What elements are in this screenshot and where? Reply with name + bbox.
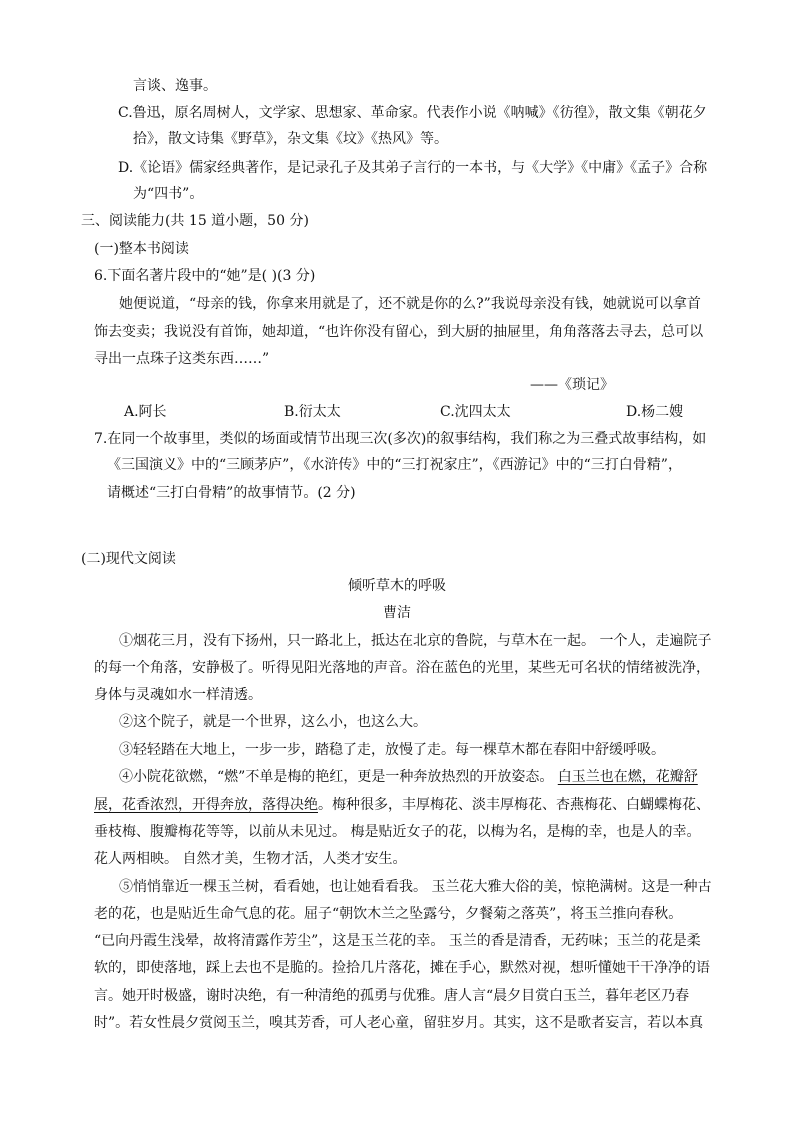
option-c-line-1: C.鲁迅，原名周树人，文学家、思想家、革命家。代表作小说《呐喊》《彷徨》，散文集《朝花夕 <box>118 105 707 121</box>
section-heading: 三、阅读能力(共 15 道小题，50 分) <box>81 213 309 229</box>
paragraph-5-line-5: 言。她开时极盛，谢时决绝，有一种清绝的孤勇与优雅。唐人言“晨夕目赏白玉兰，暮年老区乃春 <box>94 988 690 1004</box>
q6-passage-line-2: 饰去变卖；我说没有首饰，她却道，“也许你没有留心，到大厨的抽屉里，角角落落去寻去，总可以 <box>94 324 704 340</box>
option-b-tail: 言谈、逸事。 <box>133 78 217 94</box>
question-7-line-3: 请概述“三打白骨精”的故事情节。(2 分) <box>107 485 356 501</box>
part1-heading: (一)整本书阅读 <box>94 241 189 257</box>
q6-passage-line-1: 她便说道，“母亲的钱，你拿来用就是了，还不就是你的么?”我说母亲没有钱，她就说可以拿首 <box>119 296 701 312</box>
paragraph-4-plain-text-2: 。梅种很多，丰厚梅花、淡丰厚梅花、杏燕梅花、白蝴蝶梅花、 <box>318 797 710 813</box>
paragraph-4-plain-text: ④小院花欲燃，“燃”不单是梅的艳红，更是一种奔放热烈的开放姿态。 <box>119 769 558 785</box>
question-6-stem: 6.下面名著片段中的“她”是( )(3 分) <box>94 268 316 284</box>
paragraph-5-line-6: 时”。若女性晨夕赏阅玉兰，嗅其芳香，可人老心童，留驻岁月。其实，这不是歌者妄言，若以本真 <box>94 1015 704 1031</box>
paragraph-1-line-1: ①烟花三月，没有下扬州，只一路北上，抵达在北京的鲁院，与草木在一起。 一个人，走遍院子 <box>119 633 712 649</box>
paragraph-1-line-3: 身体与灵魂如水一样清透。 <box>94 687 262 703</box>
paragraph-5-line-2: 老的花，也是贴近生命气息的花。屈子“朝饮木兰之坠露兮，夕餐菊之落英”，将玉兰推向春秋。 <box>94 906 683 922</box>
paragraph-4-line-2 <box>94 796 710 814</box>
article-author: 曹洁 <box>383 605 411 621</box>
option-c-line-2: 拾》，散文诗集《野草》，杂文集《坟》《热风》等。 <box>133 131 448 147</box>
q6-passage-line-3: 寻出一点珠子这类东西……” <box>94 351 270 367</box>
paragraph-5-line-3: “已向丹霞生浅晕，故将清露作芳尘”，这是玉兰花的幸。 玉兰的香是清香，无药味；玉兰的花是柔 <box>94 933 701 949</box>
underlined-sentence-part-1: 白玉兰也在燃，花瓣舒 <box>557 769 698 785</box>
paragraph-4-line-1 <box>119 768 698 786</box>
q6-option-b: B.衍太太 <box>284 404 341 420</box>
paragraph-5-line-1: ⑤悄悄靠近一棵玉兰树，看看她，也让她看看我。 玉兰花大雅大俗的美，惊艳满树。这是一种古 <box>119 879 712 895</box>
paragraph-2: ②这个院子，就是一个世界，这么小，也这么大。 <box>119 714 427 730</box>
paragraph-5-line-4: 软的，即使落地，踩上去也不是脆的。捡拾几片落花，摊在手心，默然对视，想听懂她干干净净的语 <box>94 960 710 976</box>
part2-heading: (二)现代文阅读 <box>81 551 176 567</box>
option-d-line-2: 为“四书”。 <box>133 186 204 202</box>
paragraph-4-line-3: 垂枝梅、腹瓣梅花等等，以前从未见过。 梅是贴近女子的花，以梅为名，是梅的幸，也是人的幸。 <box>94 824 701 840</box>
option-d-line-1: D.《论语》儒家经典著作，是记录孔子及其弟子言行的一本书，与《大学》《中庸》《孟子》合称 <box>118 160 708 176</box>
article-title: 倾听草木的呼吸 <box>348 578 446 594</box>
q6-option-c: C.沈四太太 <box>440 404 511 420</box>
q6-source: ——《琐记》 <box>530 377 614 393</box>
question-7-line-1: 7.在同一个故事里，类似的场面或情节出现三次(多次)的叙事结构，我们称之为三叠式故事结构，如 <box>94 431 707 447</box>
q6-option-d: D.杨二嫂 <box>626 404 684 420</box>
underlined-sentence-part-2: 展，花香浓烈，开得奔放，落得决绝 <box>94 797 318 813</box>
paragraph-1-line-2: 的每一个角落，安静极了。听得见阳光落地的声音。浴在蓝色的光里，某些无可名状的情绪被洗净， <box>94 660 710 676</box>
paragraph-3: ③轻轻踏在大地上，一步一步，踏稳了走，放慢了走。每一棵草木都在春阳中舒缓呼吸。 <box>119 742 665 758</box>
paragraph-4-line-4: 花人两相映。 自然才美，生物才活，人类才安生。 <box>94 851 407 867</box>
question-7-line-2: 《三国演义》中的“三顾茅庐”，《水浒传》中的“三打祝家庄”，《西游记》中的“三打白骨精”， <box>107 457 682 473</box>
q6-option-a: A.阿长 <box>124 404 167 420</box>
